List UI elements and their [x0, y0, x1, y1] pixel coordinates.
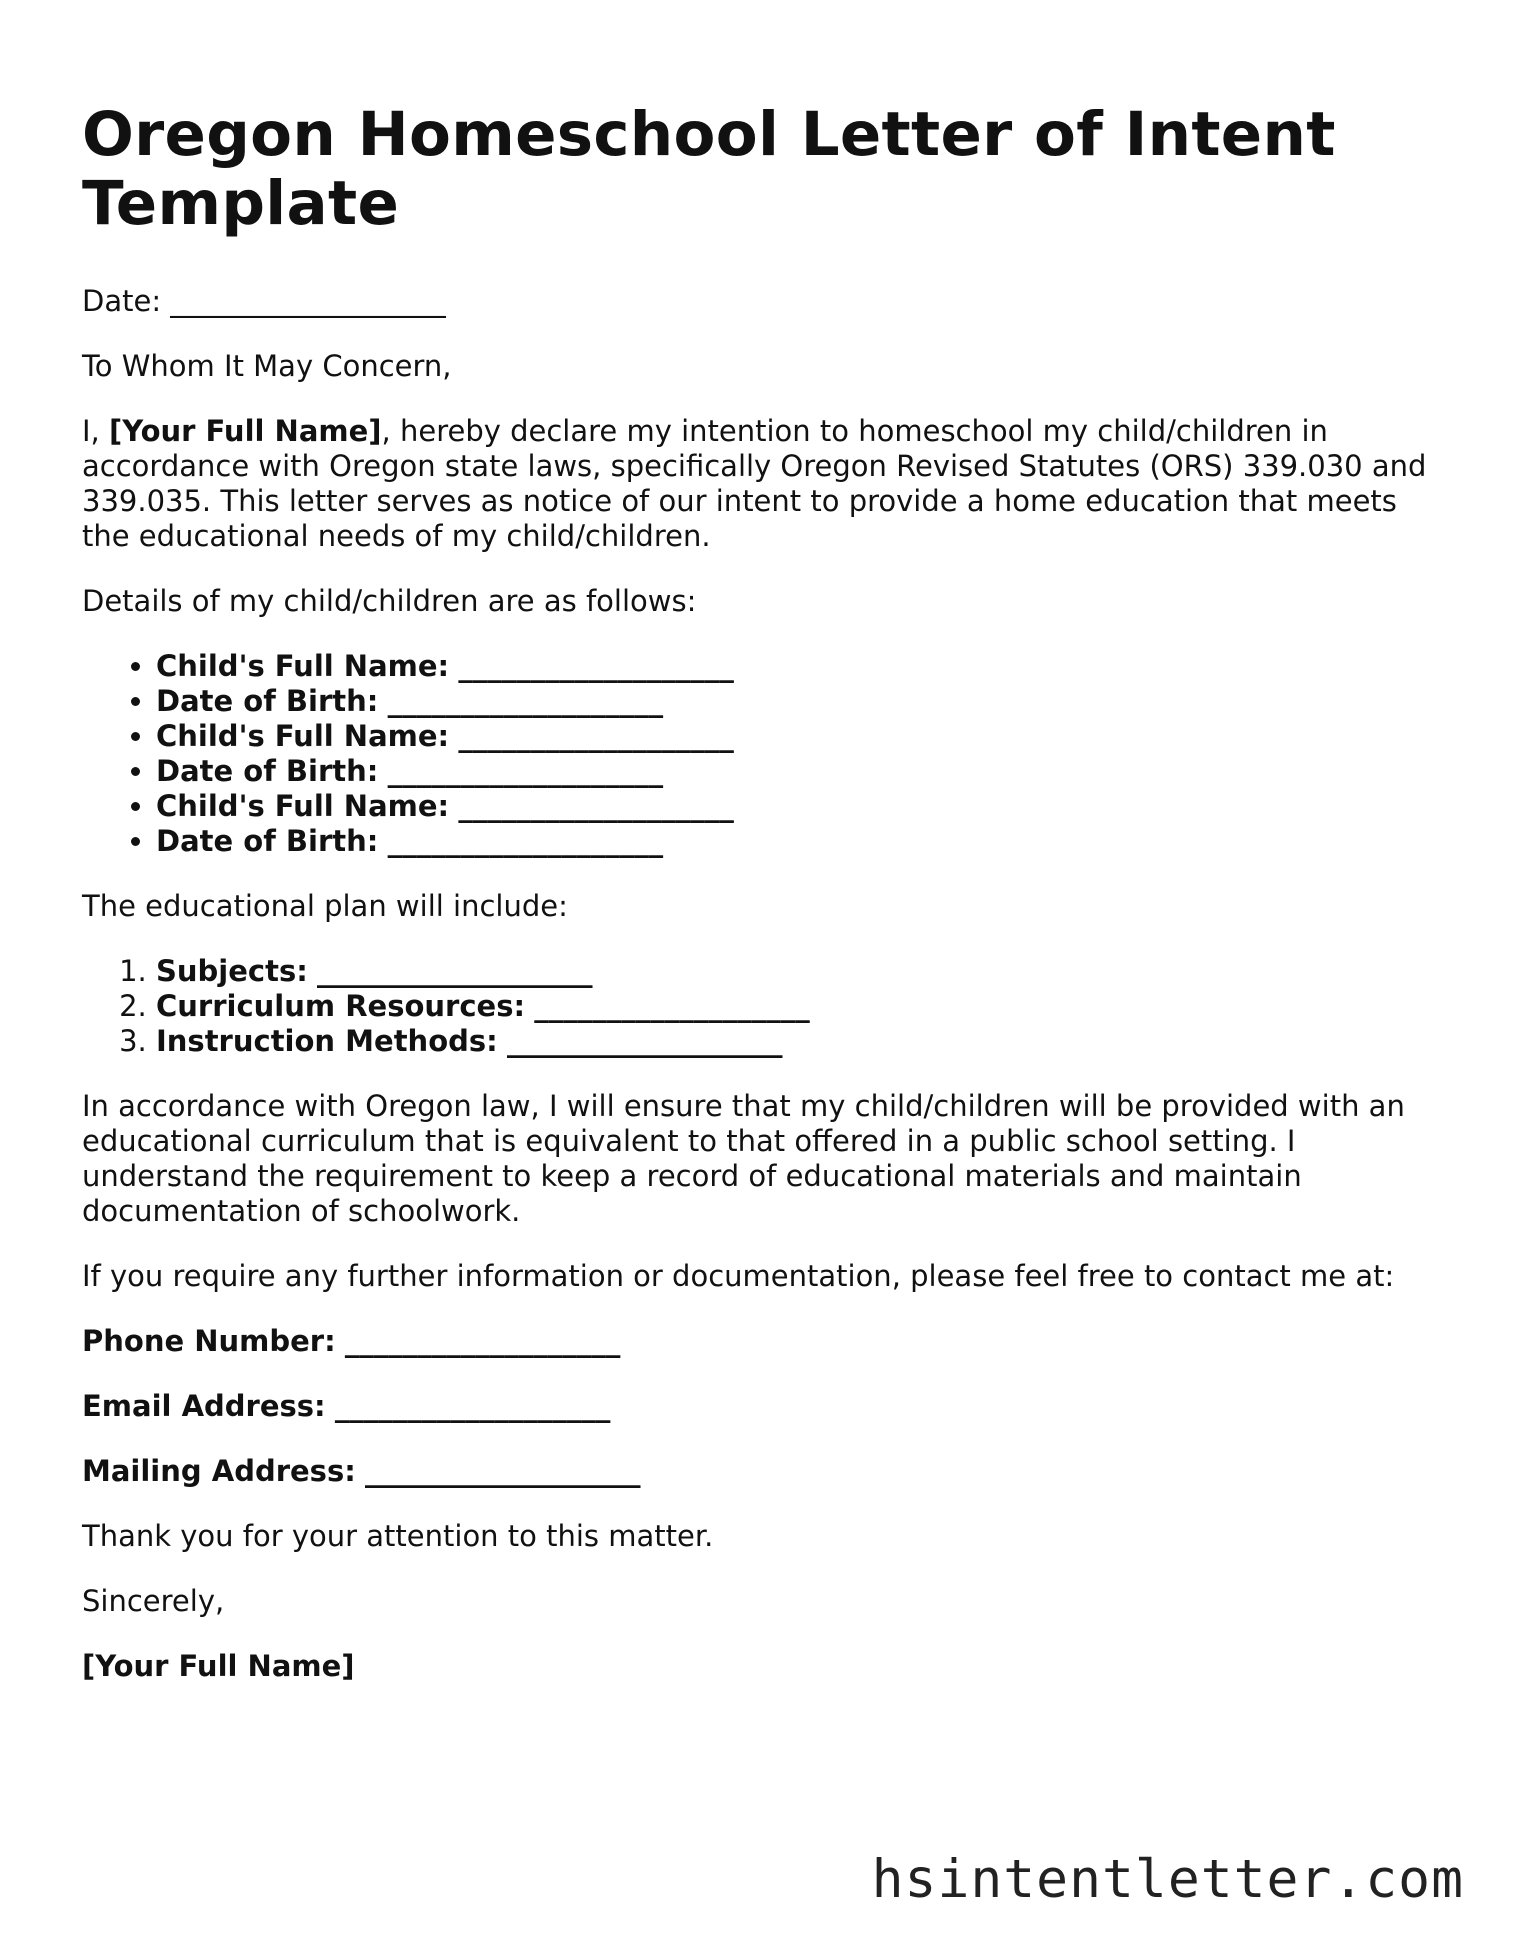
field-blank: ___________________ — [334, 1389, 611, 1423]
plan-intro: The educational plan will include: — [82, 889, 568, 923]
field-blank: ___________________ — [387, 684, 664, 718]
field-label: Phone Number: — [82, 1324, 336, 1358]
field-blank: ___________________ — [458, 789, 734, 823]
intro-paragraph — [82, 414, 1432, 554]
compliance-paragraph: In accordance with Oregon law, I will ensure that my child/children will be provided with an educational curriculum that is equivalent to that offered in a public school setting. I understand the requirement to keep a record of educational materials and maintain documentation of schoolwork. — [82, 1089, 1405, 1228]
page-title: Oregon Homeschool Letter of Intent Template — [82, 99, 1336, 239]
list-item — [156, 824, 1432, 859]
field-label: Curriculum Resources: — [156, 989, 526, 1023]
field-blank: ___________________ — [506, 1024, 783, 1058]
thanks-line: Thank you for your attention to this matter. — [82, 1519, 714, 1553]
signature-placeholder: [Your Full Name] — [82, 1649, 355, 1683]
field-blank: ___________________ — [534, 989, 810, 1023]
field-blank: ___________________ — [458, 719, 734, 753]
field-label: Child's Full Name: — [156, 789, 450, 823]
letter-document — [82, 100, 1432, 1714]
contact-intro: If you require any further information or documentation, please feel free to contact me at: — [82, 1259, 1395, 1293]
phone-field — [82, 1324, 1432, 1359]
field-label: Child's Full Name: — [156, 719, 450, 753]
closing-line: Sincerely, — [82, 1584, 225, 1618]
mailing-address-field — [82, 1454, 1432, 1489]
list-item — [156, 649, 1432, 684]
list-item — [156, 719, 1432, 754]
site-brand: hsintentletter.com — [871, 1849, 1464, 1910]
email-field — [82, 1389, 1432, 1424]
plan-list — [82, 954, 1432, 1059]
field-label: Date of Birth: — [156, 684, 379, 718]
field-label: Mailing Address: — [82, 1454, 356, 1488]
children-list — [82, 649, 1432, 859]
field-label: Date of Birth: — [156, 824, 379, 858]
intro-prefix: I, — [82, 414, 109, 448]
field-blank: ___________________ — [344, 1324, 621, 1358]
field-blank: ___________________ — [317, 954, 593, 988]
signature-name — [82, 1649, 1432, 1684]
field-blank: ___________________ — [365, 1454, 641, 1488]
date-line: Date: ___________________ — [82, 284, 446, 318]
list-item — [156, 684, 1432, 719]
intro-name-placeholder: [Your Full Name] — [109, 414, 382, 448]
field-blank: ___________________ — [387, 824, 664, 858]
list-item — [156, 1024, 1432, 1059]
list-item — [156, 789, 1432, 824]
field-label: Email Address: — [82, 1389, 326, 1423]
field-label: Instruction Methods: — [156, 1024, 498, 1058]
field-label: Date of Birth: — [156, 754, 379, 788]
children-intro: Details of my child/children are as follows: — [82, 584, 697, 618]
field-blank: ___________________ — [458, 649, 734, 683]
field-label: Child's Full Name: — [156, 649, 450, 683]
intro-body: , hereby declare my intention to homeschool my child/children in accordance with Oregon state laws, specifically Oregon Revised Statutes (ORS) 339.030 and 339.035. This letter serves as notice of our intent to provide a home education that meets the educational needs of my child/children. — [82, 414, 1427, 553]
salutation: To Whom It May Concern, — [82, 349, 452, 383]
field-blank: ___________________ — [387, 754, 664, 788]
list-item — [156, 754, 1432, 789]
list-item — [156, 989, 1432, 1024]
list-item — [156, 954, 1432, 989]
field-label: Subjects: — [156, 954, 308, 988]
